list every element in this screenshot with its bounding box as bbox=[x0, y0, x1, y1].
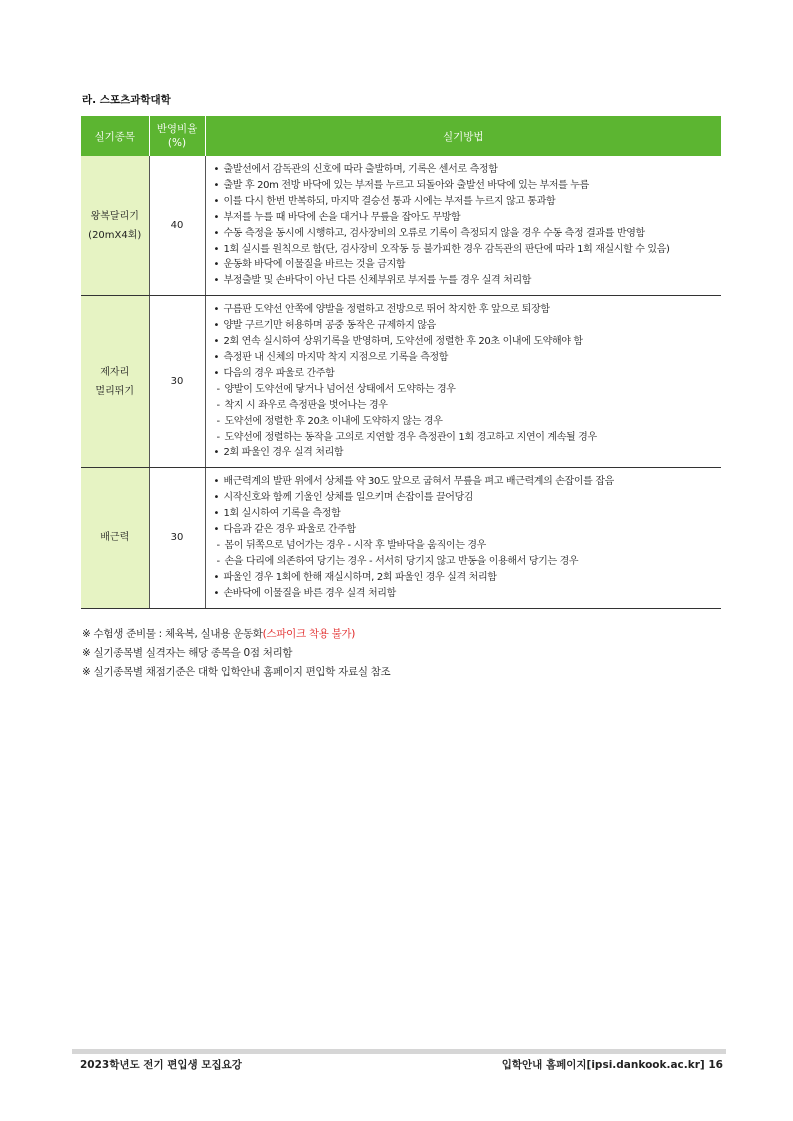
note-line bbox=[82, 625, 390, 644]
method-cell bbox=[205, 468, 721, 608]
method-cell bbox=[205, 156, 721, 296]
method-list bbox=[214, 474, 722, 601]
method-item: • 양발 구르기만 허용하며 공중 동작은 규제하지 않음 bbox=[214, 318, 722, 334]
method-item: • 측정판 내 신체의 마지막 착지 지점으로 기록을 측정함 bbox=[214, 350, 722, 366]
method-item: • 1회 실시하여 기록을 측정함 bbox=[214, 506, 722, 522]
method-item: • 부저를 누를 때 바닥에 손을 대거나 무릎을 잡아도 무방함 bbox=[214, 210, 722, 226]
event-name: 제자리 bbox=[100, 366, 130, 378]
method-sub-item: - 손을 다리에 의존하여 당기는 경우 - 서서히 당기지 않고 반동을 이용해서 당기는 경우 bbox=[214, 554, 722, 570]
method-item: • 2회 연속 실시하여 상위기록을 반영하며, 도약선에 정렬한 후 20초 이내에 도약해야 함 bbox=[214, 334, 722, 350]
method-sub-item: - 양발이 도약선에 닿거나 넘어선 상태에서 도약하는 경우 bbox=[214, 382, 722, 398]
method-sub-item: - 착지 시 좌우로 측정판을 벗어나는 경우 bbox=[214, 398, 722, 414]
header-method: 실기방법 bbox=[205, 116, 721, 156]
method-sub-item: - 도약선에 정렬하는 동작을 고의로 지연할 경우 측정관이 1회 경고하고 지연이 계속될 경우 bbox=[214, 430, 722, 446]
method-item: • 배근력계의 발판 위에서 상체를 약 30도 앞으로 굽혀서 무릎을 펴고 배근력계의 손잡이를 잡음 bbox=[214, 474, 722, 490]
method-item: • 파울인 경우 1회에 한해 재실시하며, 2회 파울인 경우 실격 처리함 bbox=[214, 570, 722, 586]
header-ratio-label: 반영비율 bbox=[156, 123, 198, 135]
note-line bbox=[82, 644, 390, 663]
method-item: • 시작신호와 함께 기울인 상체를 일으키며 손잡이를 끌어당김 bbox=[214, 490, 722, 506]
method-list bbox=[214, 162, 722, 289]
ratio-cell: 30 bbox=[149, 296, 205, 468]
method-item: • 손바닥에 이물질을 바른 경우 실격 처리함 bbox=[214, 586, 722, 602]
note-text: ※ 수험생 준비물 : 체육복, 실내용 운동화 bbox=[82, 628, 263, 640]
footer-divider bbox=[72, 1049, 726, 1054]
table-row bbox=[81, 296, 721, 468]
event-name-cell bbox=[81, 296, 149, 468]
method-item: • 수동 측정을 동시에 시행하고, 검사장비의 오류로 기록이 측정되지 않을 경우 수동 측정 결과를 반영함 bbox=[214, 226, 722, 242]
section-title: 라. 스포츠과학대학 bbox=[82, 94, 171, 106]
method-item: • 출발선에서 감독관의 신호에 따라 출발하며, 기록은 센서로 측정함 bbox=[214, 162, 722, 178]
note-text: ※ 실기종목별 실격자는 해당 종목을 0점 처리함 bbox=[82, 647, 293, 659]
method-item: • 다음과 같은 경우 파울로 간주함 bbox=[214, 522, 722, 538]
note-highlight: (스파이크 착용 불가) bbox=[262, 628, 356, 640]
method-item: • 구름판 도약선 안쪽에 양발을 정렬하고 전방으로 뛰어 착지한 후 앞으로 퇴장함 bbox=[214, 302, 722, 318]
footer-document-title: 2023학년도 전기 편입생 모집요강 bbox=[80, 1059, 242, 1071]
header-ratio bbox=[149, 116, 205, 156]
note-line bbox=[82, 663, 390, 682]
footer-page-info: 입학안내 홈페이지[ipsi.dankook.ac.kr] 16 bbox=[501, 1059, 723, 1071]
practical-exam-table bbox=[81, 116, 721, 609]
event-name-detail: (20mX4회) bbox=[88, 229, 142, 241]
table-body bbox=[81, 156, 721, 608]
note-text: ※ 실기종목별 채점기준은 대학 입학안내 홈페이지 편입학 자료실 참조 bbox=[82, 666, 391, 678]
ratio-cell: 40 bbox=[149, 156, 205, 296]
method-sub-item: - 도약선에 정렬한 후 20초 이내에 도약하지 않는 경우 bbox=[214, 414, 722, 430]
method-item: • 2회 파울인 경우 실격 처리함 bbox=[214, 445, 722, 461]
method-list bbox=[214, 302, 722, 461]
header-ratio-unit: (%) bbox=[167, 137, 187, 149]
event-name-cell bbox=[81, 156, 149, 296]
method-item: • 이를 다시 한번 반복하되, 마지막 결승선 통과 시에는 부저를 누르지 않고 통과함 bbox=[214, 194, 722, 210]
method-sub-item: - 몸이 뒤쪽으로 넘어가는 경우 - 시작 후 발바닥을 움직이는 경우 bbox=[214, 538, 722, 554]
header-event: 실기종목 bbox=[81, 116, 149, 156]
table-row bbox=[81, 468, 721, 608]
ratio-cell: 30 bbox=[149, 468, 205, 608]
event-name-cell bbox=[81, 468, 149, 608]
event-name: 배근력 bbox=[100, 532, 130, 544]
event-name-detail: 멀리뛰기 bbox=[95, 385, 135, 397]
table-header-row bbox=[81, 116, 721, 156]
method-item: • 출발 후 20m 전방 바닥에 있는 부저를 누르고 되돌아와 출발선 바닥에 있는 부저를 누름 bbox=[214, 178, 722, 194]
event-name: 왕복달리기 bbox=[90, 210, 139, 222]
method-item: • 다음의 경우 파울로 간주함 bbox=[214, 366, 722, 382]
method-item: • 운동화 바닥에 이물질을 바르는 것을 금지함 bbox=[214, 257, 722, 273]
method-item: • 부정출발 및 손바닥이 아닌 다른 신체부위로 부저를 누를 경우 실격 처리함 bbox=[214, 273, 722, 289]
table-row bbox=[81, 156, 721, 296]
method-item: • 1회 실시를 원칙으로 함(단, 검사장비 오작동 등 불가피한 경우 감독관의 판단에 따라 1회 재실시할 수 있음) bbox=[214, 242, 722, 258]
notes-section bbox=[82, 625, 390, 682]
method-cell bbox=[205, 296, 721, 468]
